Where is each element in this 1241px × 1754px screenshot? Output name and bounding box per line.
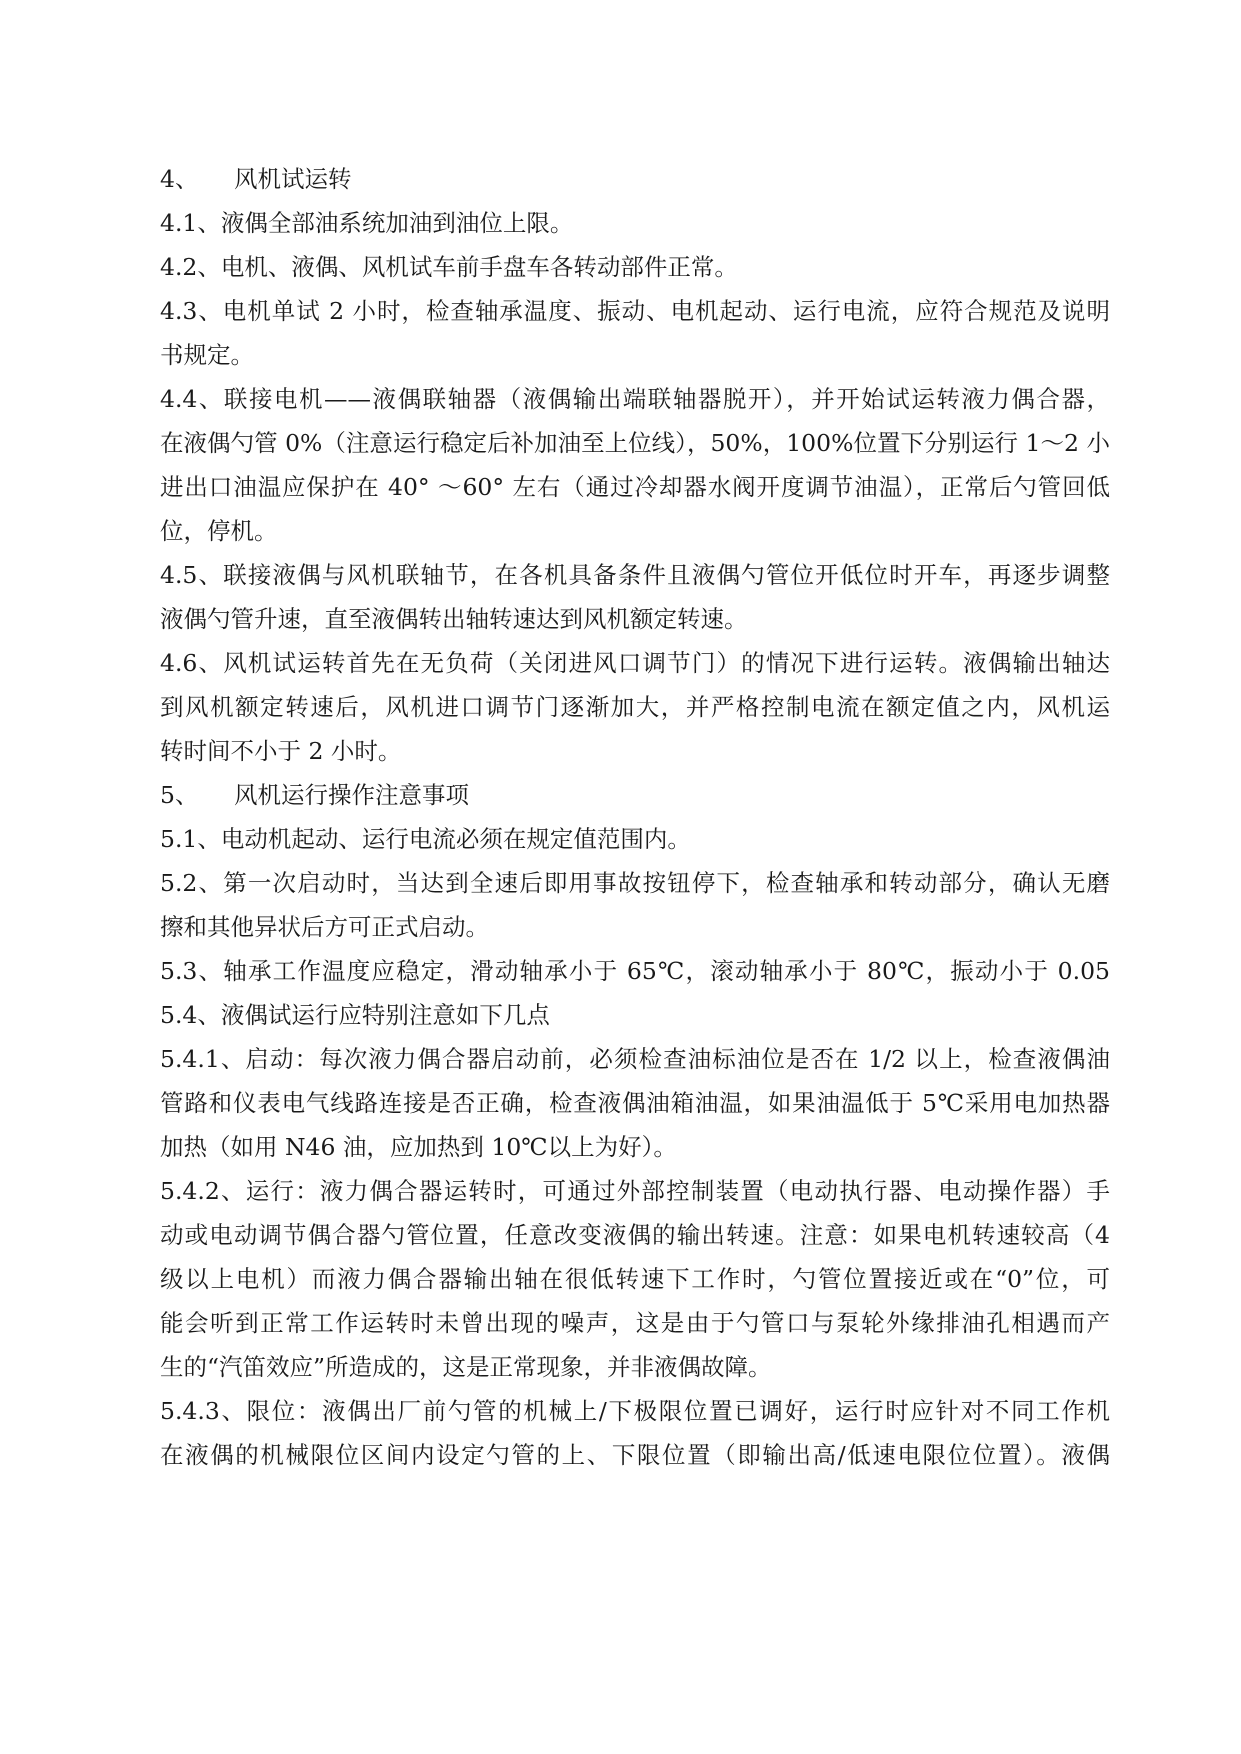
- text-line: 位，停机。: [160, 517, 278, 545]
- document-body: [160, 157, 1110, 1477]
- text-line: 加热（如用 N46 油，应加热到 10℃以上为好）。: [160, 1133, 677, 1161]
- text-line: 4.2、电机、液偶、风机试车前手盘车各转动部件正常。: [160, 253, 738, 281]
- text-line: 生的“汽笛效应”所造成的，这是正常现象，并非液偶故障。: [160, 1353, 772, 1381]
- text-line: 动或电动调节偶合器勺管位置，任意改变液偶的输出转速。注意：如果电机转速较高（4: [160, 1221, 1110, 1249]
- text-line: 5.4.2、运行：液力偶合器运转时，可通过外部控制装置（电动执行器、电动操作器）手: [160, 1177, 1110, 1205]
- text-line: 5.4.1、启动：每次液力偶合器启动前，必须检查油标油位是否在 1/2 以上，检查液偶油: [160, 1045, 1110, 1073]
- section-heading: [160, 157, 1110, 201]
- section-title: 风机试运转: [234, 165, 352, 193]
- text-line: 4.6、风机试运转首先在无负荷（关闭进风口调节门）的情况下进行运转。液偶输出轴达: [160, 649, 1110, 677]
- text-line: 管路和仪表电气线路连接是否正确，检查液偶油箱油温，如果油温低于 5℃采用电加热器: [160, 1089, 1110, 1117]
- text-line: 4.1、液偶全部油系统加油到油位上限。: [160, 209, 574, 237]
- text-line: 4.4、联接电机——液偶联轴器（液偶输出端联轴器脱开），并开始试运转液力偶合器，: [160, 385, 1110, 413]
- text-line: 在液偶的机械限位区间内设定勺管的上、下限位置（即输出高/低速电限位位置）。液偶: [160, 1441, 1110, 1469]
- text-line: 4.5、联接液偶与风机联轴节，在各机具备条件且液偶勺管位开低位时开车，再逐步调整: [160, 561, 1110, 589]
- section-number: 4、: [160, 165, 199, 193]
- text-line: 5.2、第一次启动时，当达到全速后即用事故按钮停下，检查轴承和转动部分，确认无磨: [160, 869, 1110, 897]
- text-line: 4.3、电机单试 2 小时，检查轴承温度、振动、电机起动、运行电流，应符合规范及说明: [160, 297, 1110, 325]
- text-line: 5.3、轴承工作温度应稳定，滑动轴承小于 65℃，滚动轴承小于 80℃，振动小于 0.05: [160, 957, 1110, 985]
- text-line: 液偶勺管升速，直至液偶转出轴转速达到风机额定转速。: [160, 605, 748, 633]
- section-number: 5、: [160, 781, 199, 809]
- text-line: 5.4、液偶试运行应特别注意如下几点: [160, 1001, 550, 1029]
- text-line: 转时间不小于 2 小时。: [160, 737, 402, 765]
- text-line: 书规定。: [160, 341, 254, 369]
- text-line: 到风机额定转速后，风机进口调节门逐渐加大，并严格控制电流在额定值之内，风机运: [160, 693, 1110, 721]
- text-line: 级以上电机）而液力偶合器输出轴在很低转速下工作时，勺管位置接近或在“0”位，可: [160, 1265, 1110, 1293]
- text-line: 5.4.3、限位：液偶出厂前勺管的机械上/下极限位置已调好，运行时应针对不同工作机: [160, 1397, 1110, 1425]
- text-line: 进出口油温应保护在 40° ～60° 左右（通过冷却器水阀开度调节油温），正常后勺管回低: [160, 473, 1110, 501]
- text-line: 能会听到正常工作运转时未曾出现的噪声，这是由于勺管口与泵轮外缘排油孔相遇而产: [160, 1309, 1110, 1337]
- text-line: 在液偶勺管 0%（注意运行稳定后补加油至上位线），50%，100%位置下分别运行 1～2 小: [160, 429, 1110, 457]
- section-title: 风机运行操作注意事项: [234, 781, 469, 809]
- section-heading: [160, 773, 1110, 817]
- text-line: 擦和其他异状后方可正式启动。: [160, 913, 489, 941]
- text-line: 5.1、电动机起动、运行电流必须在规定值范围内。: [160, 825, 691, 853]
